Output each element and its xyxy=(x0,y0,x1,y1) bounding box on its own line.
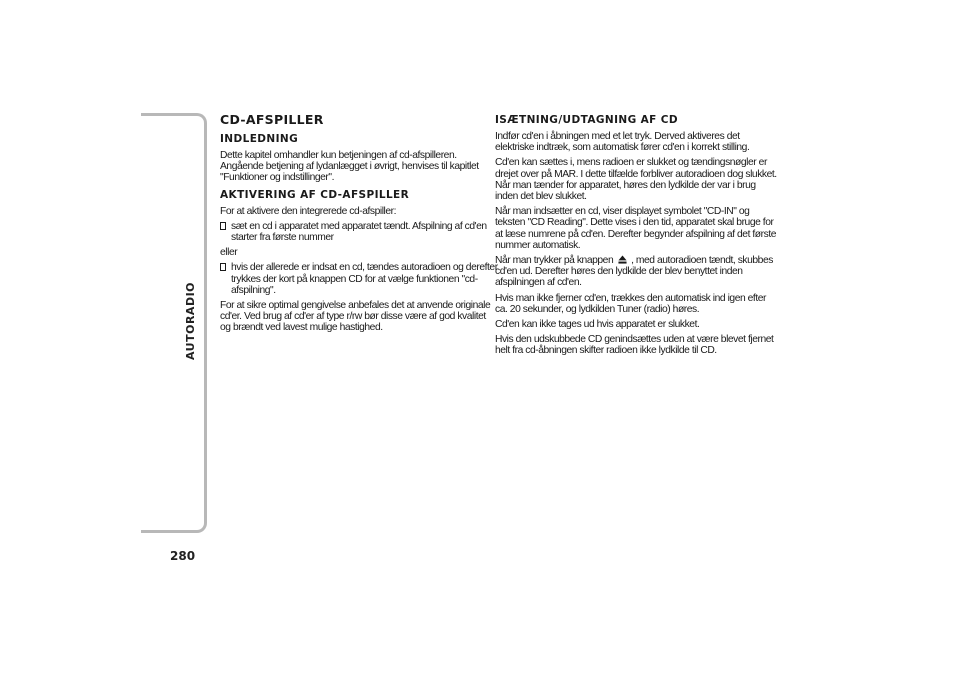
paragraph: Indfør cd'en i åbningen med et let tryk. Derved aktiveres det elektriske indtræk, som automatisk fører cd'en i korrekt stilling. xyxy=(495,131,750,154)
intro-text: Dette kapitel omhandler kun betjeningen af cd-afspilleren. Angående betjening af lydanlægget i øvrigt, henvises til kapitlet "Funktioner og indstillinger". xyxy=(220,150,479,184)
checkbox-bullet-icon xyxy=(220,263,226,271)
left-column xyxy=(220,112,498,338)
paragraph: Hvis den udskubbede CD genindsættes uden at være blevet fjernet helt fra cd-åbningen skifter radioen ikke lydkilde til CD. xyxy=(495,334,774,357)
bullet-text: sæt en cd i apparatet med apparatet tændt. Afspilning af cd'en starter fra første nummer xyxy=(231,220,487,244)
paragraph: Cd'en kan sættes i, mens radioen er slukket og tændingsnøgler er drejet over på MAR. I dette tilfælde forbliver autoradioen dog slukket. Når man tænder for apparatet, høres den lydkilde der var i brug inden det blev slukket. xyxy=(495,157,777,203)
activation-heading: AKTIVERING AF CD-AFSPILLER xyxy=(220,188,410,201)
insert-eject-heading: ISÆTNING/UDTAGNING AF CD xyxy=(495,114,679,126)
eject-text-before: Når man trykker på knappen xyxy=(495,255,614,267)
intro-heading: INDLEDNING xyxy=(220,133,299,145)
paragraph: Når man indsætter en cd, viser displayet symbolet "CD-IN" og teksten "CD Reading". Dette vises i den tid, apparatet skal bruge for at læse numrene på cd'en. Derefter begynder afspilning af det første nummer automatisk. xyxy=(495,206,777,251)
eject-text-after: , med autoradioen tændt, skubbes cd'en ud. Derefter høres den lydkilde der blev benyttet inden afspilningen af cd'en. xyxy=(495,255,773,289)
advice-text: For at sikre optimal gengivelse anbefales det at anvende originale cd'er. Ved brug af cd'er af type r/rw bør disse være af god kvalitet og brændt ved lavest mulige hastighed. xyxy=(220,300,491,334)
section-title: CD-AFSPILLER xyxy=(220,112,324,127)
list-item xyxy=(220,262,498,296)
paragraph: Hvis man ikke fjerner cd'en, trækkes den automatisk ind igen efter ca. 20 sekunder, og lydkilden Tuner (radio) høres. xyxy=(495,292,767,315)
checkbox-bullet-icon xyxy=(220,222,226,230)
bullet-text: hvis der allerede er indsat en cd, tændes autoradioen og derefter trykkes der kort på knappen CD for at vælge funktionen "cd-afspilning". xyxy=(231,262,498,296)
chapter-tab-frame xyxy=(141,113,207,533)
paragraph-eject xyxy=(495,255,780,289)
activation-intro: For at aktivere den integrerede cd-afspiller: xyxy=(220,205,397,217)
paragraph: Cd'en kan ikke tages ud hvis apparatet er slukket. xyxy=(495,319,700,331)
page-number: 280 xyxy=(170,549,196,563)
eject-icon xyxy=(618,255,627,264)
or-text: eller xyxy=(220,247,238,259)
chapter-label: AUTORADIO xyxy=(184,281,197,360)
right-column xyxy=(495,112,780,361)
list-item xyxy=(220,221,498,243)
